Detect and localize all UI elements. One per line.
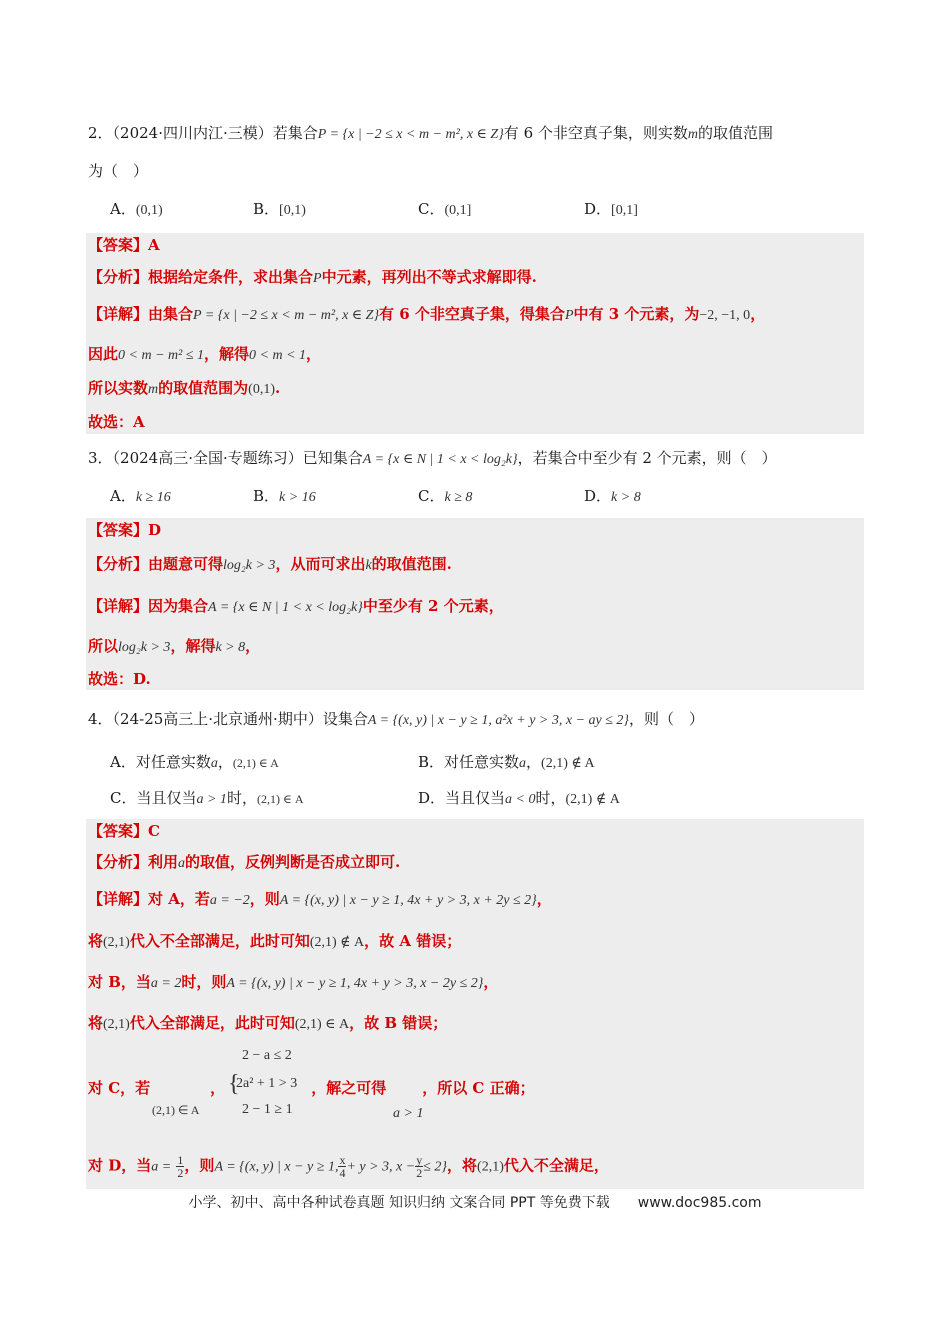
option-label: B．对任意实数 — [418, 753, 520, 771]
q4-detail-line3 — [88, 971, 498, 995]
option-math: k ≥ 8 — [444, 490, 473, 505]
q4-d5-ineq-2: 2a² + 1 > 3 — [236, 1076, 298, 1091]
option-math: k > 8 — [611, 490, 641, 505]
math: (2,1) — [477, 1159, 504, 1175]
text: . — [274, 379, 281, 397]
math: P — [564, 308, 574, 323]
option-sep: ， — [217, 753, 233, 771]
q4-option-c[interactable] — [110, 787, 304, 811]
option-math: (0,1) — [135, 203, 163, 218]
q3-option-d[interactable] — [584, 485, 641, 509]
math: 0 < m − m² ≤ 1 — [118, 348, 205, 363]
math: P = {x | −2 ≤ x < m − m², x ∈ Z} — [193, 308, 380, 323]
q2-stem-suffix: 的取值范围 — [698, 124, 774, 142]
option-label: C．当且仅当 — [110, 789, 197, 807]
math: m — [148, 382, 159, 397]
q4-stem-prefix: 4．（24-25高三上·北京通州·期中）设集合 — [88, 710, 368, 728]
q4-detail-line6 — [88, 1154, 609, 1179]
option-sep: 时， — [535, 789, 566, 807]
math: k — [365, 558, 372, 573]
text: 将 — [88, 1014, 104, 1032]
frac-den: 4 — [339, 1166, 346, 1180]
option-label: B． — [253, 200, 280, 218]
math: (0,1) — [248, 382, 275, 397]
option-label: C． — [418, 487, 445, 505]
option-math: (2,1) ∈ A — [256, 792, 304, 806]
option-label: B． — [253, 487, 280, 505]
text: 【详解】因为集合 — [88, 597, 209, 615]
text: ，将 — [447, 1156, 478, 1175]
q3-detail-line2 — [88, 635, 260, 659]
option-math: (2,1) ∉ A — [541, 756, 595, 771]
math: log₂k > 3 — [118, 640, 171, 655]
q4-analysis — [88, 851, 400, 875]
q3-option-a[interactable] — [110, 485, 171, 509]
text: 代入不全满足， — [503, 1156, 609, 1175]
math: (2,1) ∉ A — [309, 935, 365, 950]
text: 的取值范围为 — [158, 379, 249, 397]
q2-option-a[interactable] — [110, 198, 163, 222]
math: A = {(x, y) | x − y ≥ 1, — [214, 1159, 339, 1175]
text: 【详解】对 A，若 — [88, 890, 210, 908]
q4-stem-suffix: ，则（ ） — [629, 710, 705, 728]
q4-stem — [88, 708, 704, 732]
text: ，解之可得 — [311, 1079, 387, 1097]
text: 【分析】根据给定条件，求出集合 — [88, 268, 314, 286]
text: 将 — [88, 932, 104, 950]
q2-option-d[interactable] — [584, 198, 638, 222]
text: 【分析】由题意可得 — [88, 555, 224, 573]
q2-option-c[interactable] — [418, 198, 471, 222]
math: (2,1) — [103, 935, 130, 950]
frac-num: 1 — [177, 1153, 184, 1167]
q4-answer: 【答案】C — [88, 822, 160, 840]
q3-stem-prefix: 3．（2024高三·全国·专题练习）已知集合 — [88, 449, 363, 467]
text: ， — [306, 345, 322, 363]
math: (2,1) — [103, 1017, 130, 1032]
option-math: (2,1) ∈ A — [232, 756, 279, 770]
q4-detail-line5 — [88, 1077, 535, 1099]
option-math: (2,1) ∉ A — [565, 792, 620, 807]
text: ，所以 C 正确； — [422, 1079, 535, 1097]
text: ，则 — [184, 1156, 215, 1175]
q4-set-A: A = {(x, y) | x − y ≥ 1, a²x + y > 3, x − ay ≤ 2} — [367, 713, 630, 728]
text: 所以实数 — [88, 379, 149, 397]
math: k > 8 — [215, 640, 246, 655]
text: 【分析】利用 — [88, 853, 179, 871]
left-brace-icon: { — [228, 1071, 240, 1097]
frac-den: 2 — [416, 1166, 423, 1180]
text: 中元素，再列出不等式求解即得. — [321, 268, 537, 286]
text: 中至少有 2 个元素， — [362, 597, 504, 615]
option-math: [0,1) — [279, 203, 306, 218]
text: ， — [245, 637, 261, 655]
q2-detail-line3 — [88, 377, 280, 401]
math: a = −2 — [209, 893, 250, 908]
option-label: A． — [110, 487, 136, 505]
q4-d5-ineq-1: 2 − a ≤ 2 — [242, 1048, 292, 1063]
text: 对 C，若 — [88, 1079, 151, 1097]
text: 有 6 个非空真子集，得集合 — [379, 305, 565, 323]
option-label: D．当且仅当 — [418, 789, 506, 807]
q3-option-b[interactable] — [253, 485, 316, 509]
q2-analysis — [88, 266, 537, 290]
page-footer — [0, 1192, 950, 1212]
math: A = {x ∈ N | 1 < x < log₂k} — [208, 600, 363, 615]
q2-stem-line1 — [88, 122, 773, 146]
text: ， — [536, 890, 552, 908]
text: 对 B，当 — [88, 973, 151, 991]
math: + y > 3, x − — [346, 1159, 416, 1175]
text: ，则 — [249, 890, 280, 908]
math: 0 < m < 1 — [249, 348, 307, 363]
q3-option-c[interactable] — [418, 485, 472, 509]
text: 所以 — [88, 637, 119, 655]
q2-detail-line1 — [88, 303, 765, 327]
q4-detail-line2 — [88, 930, 461, 954]
math: −2, −1, 0 — [699, 308, 751, 323]
math: ≤ 2} — [423, 1159, 448, 1175]
q3-set-A: A = {x ∈ N | 1 < x < log₂k} — [362, 452, 518, 467]
q3-answer: 【答案】D — [88, 521, 162, 539]
math: (2,1) ∈ A — [294, 1017, 350, 1032]
q4-option-a[interactable] — [110, 751, 279, 775]
option-label: C． — [418, 200, 445, 218]
q3-choose: 故选：D. — [88, 670, 151, 688]
option-label: A．对任意实数 — [110, 753, 211, 771]
q4-option-b[interactable] — [418, 751, 595, 775]
q4-option-d[interactable] — [418, 787, 620, 811]
text: ，从而可求出 — [275, 555, 366, 573]
text: 【详解】由集合 — [88, 305, 194, 323]
option-label: D． — [584, 200, 612, 218]
option-label: A． — [110, 200, 136, 218]
q4-d5-result: a > 1 — [393, 1106, 424, 1121]
q2-set-P: P = {x | −2 ≤ x < m − m², x ∈ Z} — [317, 127, 504, 142]
q3-detail-line1 — [88, 595, 504, 619]
q2-choose: 故选：A — [88, 413, 145, 431]
option-math: [0,1] — [611, 203, 638, 218]
option-sep: 时， — [226, 789, 257, 807]
text: ，解得 — [204, 345, 250, 363]
frac-num: x — [339, 1153, 346, 1167]
text: ，故 A 错误； — [364, 932, 462, 950]
math: P — [313, 271, 322, 286]
q4-d5-ineq-3: 2 − 1 ≥ 1 — [242, 1102, 293, 1117]
text: ， — [210, 1079, 226, 1097]
text: ，故 B 错误； — [349, 1014, 448, 1032]
q3-stem — [88, 447, 777, 471]
option-var: a > 1 — [196, 792, 227, 807]
q2-var-m: m — [687, 127, 699, 142]
math: A = {(x, y) | x − y ≥ 1, 4x + y > 3, x + 2y ≤ 2} — [279, 893, 537, 908]
text: 的取值范围. — [371, 555, 452, 573]
q2-stem-prefix: 2．（2024·四川内江·三模）若集合 — [88, 124, 318, 142]
text: ， — [750, 305, 766, 323]
frac-den: 2 — [177, 1166, 184, 1180]
frac-num: y — [416, 1153, 423, 1167]
option-var: a — [210, 756, 218, 771]
option-label: D． — [584, 487, 612, 505]
footer-link[interactable]: www.doc985.com — [637, 1195, 762, 1211]
text: ，解得 — [170, 637, 216, 655]
text: 因此 — [88, 345, 119, 363]
option-var: a — [519, 756, 527, 771]
q2-answer-box — [86, 233, 864, 434]
text: 代入不全部满足，此时可知 — [129, 932, 310, 950]
text: 的取值，反例判断是否成立即可. — [185, 853, 401, 871]
math: A = {(x, y) | x − y ≥ 1, 4x + y > 3, x − 2y ≤ 2} — [226, 976, 484, 991]
q3-stem-suffix: ，若集合中至少有 2 个元素，则（ ） — [517, 449, 777, 467]
text: 对 D，当 — [88, 1156, 152, 1175]
math: a — [178, 856, 186, 871]
q4-detail-line4 — [88, 1012, 447, 1036]
text: 中有 3 个元素，为 — [573, 305, 700, 323]
q3-analysis — [88, 553, 452, 577]
math: a = 2 — [150, 976, 182, 991]
math: a = — [151, 1159, 172, 1175]
q2-stem-mid: 有 6 个非空真子集，则实数 — [503, 124, 688, 142]
math: log₂k > 3 — [223, 558, 276, 573]
footer-text: 小学、初中、高中各种试卷真题 知识归纳 文案合同 PPT 等免费下载 — [188, 1195, 610, 1211]
text: 代入全部满足，此时可知 — [129, 1014, 295, 1032]
option-math: k > 16 — [279, 490, 316, 505]
text: 时，则 — [181, 973, 227, 991]
q4-detail-line1 — [88, 888, 552, 912]
q2-detail-line2 — [88, 343, 321, 367]
option-var: a < 0 — [505, 792, 536, 807]
q2-answer: 【答案】A — [88, 236, 160, 254]
option-math: k ≥ 16 — [135, 490, 171, 505]
option-sep: ， — [526, 753, 542, 771]
option-math: (0,1] — [444, 203, 472, 218]
text: ， — [483, 973, 499, 991]
q4-d5-condition: (2,1) ∈ A — [152, 1103, 200, 1117]
q2-stem-line2: 为（ ） — [88, 162, 149, 180]
q2-option-b[interactable] — [253, 198, 306, 222]
